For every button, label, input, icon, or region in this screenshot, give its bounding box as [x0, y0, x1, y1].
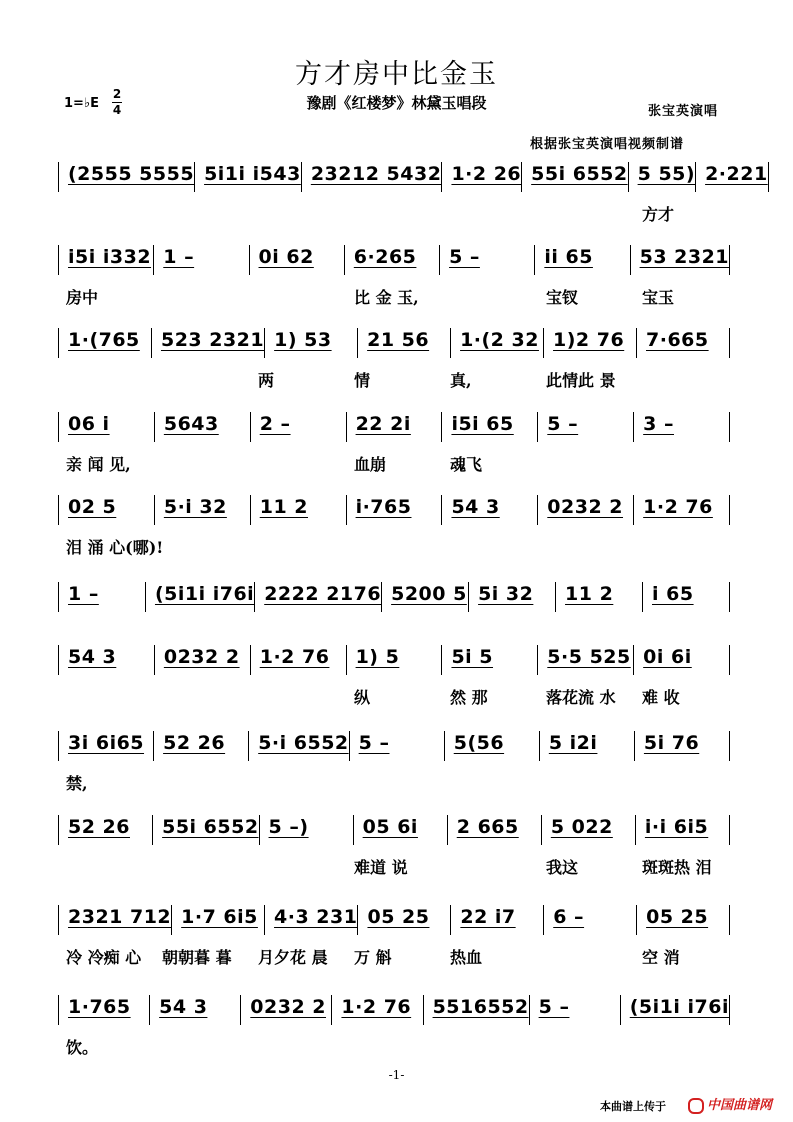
- time-signature: [112, 88, 122, 117]
- measure: [153, 815, 259, 845]
- lyric: 月夕花 晨: [258, 948, 328, 967]
- measure-notes: 5 –: [547, 413, 579, 435]
- measure-notes: 5 –: [449, 246, 480, 268]
- measure-notes: 5 022: [550, 816, 613, 838]
- song-title: 方才房中比金玉: [295, 59, 498, 90]
- measure-notes: 0232 2: [163, 646, 240, 668]
- measure-notes: 0232 2: [547, 496, 624, 518]
- lyric: 泪 涌 心(哪)!: [66, 538, 164, 557]
- measure: [347, 412, 443, 442]
- measure-notes: 1) 53: [274, 329, 332, 351]
- measure-notes: 5·5 525: [547, 646, 631, 668]
- lyrics-line: [58, 202, 730, 226]
- measure: [345, 245, 440, 275]
- measure-notes: 55i 6552: [531, 163, 628, 185]
- measure: [358, 905, 451, 935]
- measure: [251, 645, 347, 675]
- measure-notes: 3i 6i65: [68, 732, 145, 754]
- measure: [58, 995, 150, 1025]
- singer-credit: 张宝英演唱: [648, 104, 719, 119]
- lyric: 比 金 玉,: [354, 288, 419, 307]
- measure-notes: 2321 712: [68, 906, 172, 928]
- measure-notes: 523 2321: [160, 329, 265, 351]
- measure-notes: 11 2: [565, 583, 614, 605]
- measure: [442, 412, 538, 442]
- lyric: 冷 冷痴 心: [66, 948, 142, 967]
- measure: [155, 495, 251, 525]
- site-name: 中国曲谱网: [707, 1098, 773, 1113]
- measure: [445, 731, 540, 761]
- measure: [631, 245, 730, 275]
- key-signature: 1=♭E: [64, 96, 99, 111]
- measure: [350, 731, 445, 761]
- measure: [332, 995, 423, 1025]
- page-number: -1-: [388, 1068, 405, 1082]
- measure-notes: 54 3: [159, 996, 208, 1018]
- lyrics-line: [58, 685, 730, 709]
- lyric: 然 那: [450, 688, 488, 707]
- measure-notes: 22 i7: [460, 906, 516, 928]
- score-row: [58, 731, 730, 793]
- measure: [58, 495, 155, 525]
- measure: [195, 162, 302, 192]
- measure: [155, 412, 251, 442]
- measure: [637, 905, 730, 935]
- measure-notes: 1·(765: [68, 329, 140, 351]
- measure: [58, 905, 172, 935]
- measure-notes: 05 6i: [362, 816, 418, 838]
- measure-notes: 1·2 26: [451, 163, 522, 185]
- measure-notes: 2 665: [456, 816, 519, 838]
- measure-notes: 5 –: [358, 732, 390, 754]
- measure: [58, 328, 152, 358]
- score-row: [58, 995, 730, 1057]
- measure-notes: 1·2 76: [259, 646, 330, 668]
- meter-bottom: 4: [112, 103, 122, 117]
- measure: [451, 328, 544, 358]
- meter-top: 2: [112, 87, 122, 101]
- measure: [255, 582, 382, 612]
- measure: [347, 495, 443, 525]
- measure: [448, 815, 542, 845]
- lyric: 万 斛: [354, 948, 392, 967]
- measure-notes: 0i 62: [258, 246, 314, 268]
- measure-notes: i·765: [355, 496, 412, 518]
- transcription-note: 根据张宝英演唱视频制谱: [530, 137, 685, 152]
- measure-notes: 2222 2176: [264, 583, 382, 605]
- measure: [542, 815, 636, 845]
- measure-notes: 2 –: [259, 413, 291, 435]
- song-subtitle: 豫剧《红楼梦》林黛玉唱段: [306, 94, 487, 112]
- measure-notes: 54 3: [451, 496, 500, 518]
- measure-notes: 5·i 6552: [258, 732, 349, 754]
- lyric: 亲 闻 见,: [66, 455, 131, 474]
- measure: [58, 162, 195, 192]
- measure-notes: 0i 6i: [643, 646, 692, 668]
- measure: [442, 495, 538, 525]
- measure: [251, 412, 347, 442]
- measure-notes: 23212 5432: [310, 163, 442, 185]
- lyric: 宝玉: [642, 288, 675, 307]
- measure: [538, 645, 634, 675]
- measure: [152, 328, 265, 358]
- measure-notes: 1·2 76: [341, 996, 412, 1018]
- lyric: 空 消: [642, 948, 680, 967]
- measure: [643, 582, 730, 612]
- measure-notes: 5(56: [453, 732, 505, 754]
- measure-notes: i 65: [652, 583, 694, 605]
- measure-notes: 1·765: [68, 996, 131, 1018]
- measure: [58, 582, 146, 612]
- measure-notes: 22 2i: [355, 413, 411, 435]
- lyrics-line: [58, 855, 730, 879]
- measure-notes: 5i 5: [451, 646, 494, 668]
- measure-notes: 5i 76: [643, 732, 700, 754]
- measure: [538, 495, 634, 525]
- lyric: 纵: [354, 688, 371, 707]
- lyrics-line: [58, 452, 730, 476]
- measure-notes: ii 65: [544, 246, 593, 268]
- score-row: [58, 905, 730, 967]
- measure-notes: 5·i 32: [163, 496, 227, 518]
- measure-notes: (5i1i i76i: [154, 583, 255, 605]
- measure: [58, 731, 154, 761]
- measure-notes: 55i 6552: [162, 816, 259, 838]
- lyric: 难 收: [642, 688, 680, 707]
- measure-notes: 11 2: [259, 496, 308, 518]
- measure: [634, 495, 730, 525]
- lyric: 热血: [450, 948, 483, 967]
- measure-notes: 6 –: [553, 906, 585, 928]
- lyric: 斑斑热 泪: [642, 858, 712, 877]
- footer-uploaded-text: 本曲谱上传于: [600, 1100, 666, 1113]
- lyric: 难道 说: [354, 858, 408, 877]
- score-row: [58, 412, 730, 474]
- lyric: 此情此 景: [546, 371, 616, 390]
- measure: [155, 645, 251, 675]
- measure-notes: 1·(2 32: [460, 329, 539, 351]
- lyrics-line: [58, 945, 730, 969]
- lyrics-line: [58, 1035, 730, 1059]
- measure: [629, 162, 696, 192]
- measure-notes: 1)2 76: [553, 329, 625, 351]
- measure: [249, 731, 349, 761]
- lyric: 情: [354, 371, 371, 390]
- measure-notes: 5516552: [432, 996, 529, 1018]
- measure: [451, 905, 544, 935]
- measure-notes: 2·221: [705, 163, 768, 185]
- lyric: 朝朝暮 暮: [162, 948, 232, 967]
- measure-notes: (5i1i i76i: [629, 996, 729, 1018]
- measure: [556, 582, 643, 612]
- measure-notes: 5 i2i: [548, 732, 598, 754]
- measure: [251, 495, 347, 525]
- measure-notes: 52 26: [163, 732, 226, 754]
- measure-notes: 5i1i i543: [204, 163, 301, 185]
- score-row: [58, 328, 730, 390]
- measure: [250, 245, 345, 275]
- measure-notes: 1·7 6i5: [181, 906, 258, 928]
- measure: [358, 328, 451, 358]
- measure: [265, 905, 358, 935]
- measure: [172, 905, 265, 935]
- measure: [522, 162, 628, 192]
- lyrics-line: [58, 771, 730, 795]
- measure-notes: 21 56: [367, 329, 430, 351]
- lyric: 饮。: [66, 1038, 99, 1057]
- measure: [58, 645, 155, 675]
- measure: [382, 582, 469, 612]
- measure-notes: 1 –: [163, 246, 195, 268]
- lyric: 房中: [66, 288, 99, 307]
- lyric: 落花流 水: [546, 688, 616, 707]
- lyric: 方才: [642, 205, 675, 224]
- measure-notes: 5 –: [538, 996, 570, 1018]
- measure: [260, 815, 354, 845]
- measure: [58, 245, 154, 275]
- measure: [302, 162, 443, 192]
- measure: [442, 645, 538, 675]
- measure: [442, 162, 522, 192]
- measure-notes: 05 25: [367, 906, 430, 928]
- measure-notes: 06 i: [68, 413, 110, 435]
- measure: [154, 245, 249, 275]
- measure: [696, 162, 769, 192]
- measure: [58, 815, 153, 845]
- lyrics-line: [58, 285, 730, 309]
- measure-notes: 6·265: [353, 246, 417, 268]
- measure-notes: 1 –: [68, 583, 99, 605]
- measure: [347, 645, 443, 675]
- measure: [634, 645, 730, 675]
- score-row: [58, 162, 768, 224]
- measure: [636, 815, 730, 845]
- lyrics-line: [58, 622, 730, 646]
- measure: [265, 328, 358, 358]
- score-row: [58, 245, 730, 307]
- score-row: [58, 582, 730, 622]
- measure-notes: 5200 5: [391, 583, 467, 605]
- measure-notes: 5 55): [637, 163, 696, 185]
- measure: [146, 582, 255, 612]
- lyric: 真,: [450, 371, 472, 390]
- lyric: 宝钗: [546, 288, 579, 307]
- measure: [530, 995, 621, 1025]
- measure: [544, 328, 637, 358]
- measure-notes: i5i 65: [451, 413, 514, 435]
- measure-notes: 54 3: [68, 646, 117, 668]
- measure: [637, 328, 730, 358]
- lyrics-line: [58, 535, 730, 559]
- measure: [469, 582, 556, 612]
- measure: [241, 995, 332, 1025]
- measure-notes: 52 26: [68, 816, 130, 838]
- measure-notes: 3 –: [643, 413, 674, 435]
- measure: [354, 815, 448, 845]
- measure-notes: 5i 32: [478, 583, 534, 605]
- site-logo[interactable]: [688, 1094, 772, 1114]
- measure-notes: i5i i332: [68, 246, 152, 268]
- measure-notes: 1·2 76: [643, 496, 713, 518]
- measure-notes: 1) 5: [355, 646, 400, 668]
- measure: [440, 245, 535, 275]
- lyrics-line: [58, 368, 730, 392]
- score-row: [58, 645, 730, 707]
- measure: [540, 731, 635, 761]
- lyric: 禁,: [66, 774, 88, 793]
- lyric: 两: [258, 371, 275, 390]
- measure: [58, 412, 155, 442]
- score-row: [58, 815, 730, 877]
- lyric: 魂飞: [450, 455, 483, 474]
- lyric: 血崩: [354, 455, 387, 474]
- measure: [621, 995, 730, 1025]
- measure: [535, 245, 630, 275]
- score-row: [58, 495, 730, 557]
- measure-notes: (2555 5555: [68, 163, 195, 185]
- measure-notes: i·i 6i5: [644, 816, 709, 838]
- measure-notes: 53 2321: [639, 246, 730, 268]
- measure: [538, 412, 634, 442]
- measure: [635, 731, 730, 761]
- measure: [154, 731, 249, 761]
- measure-notes: 02 5: [68, 496, 117, 518]
- measure-notes: 05 25: [646, 906, 709, 928]
- measure: [544, 905, 637, 935]
- measure-notes: 0232 2: [250, 996, 326, 1018]
- site-logo-icon: [688, 1098, 704, 1114]
- measure: [150, 995, 241, 1025]
- measure-notes: 4·3 231: [274, 906, 358, 928]
- measure-notes: 5 –): [268, 816, 309, 838]
- measure: [634, 412, 730, 442]
- measure: [424, 995, 530, 1025]
- lyric: 我这: [546, 858, 579, 877]
- measure-notes: 7·665: [646, 329, 709, 351]
- measure-notes: 5643: [163, 413, 219, 435]
